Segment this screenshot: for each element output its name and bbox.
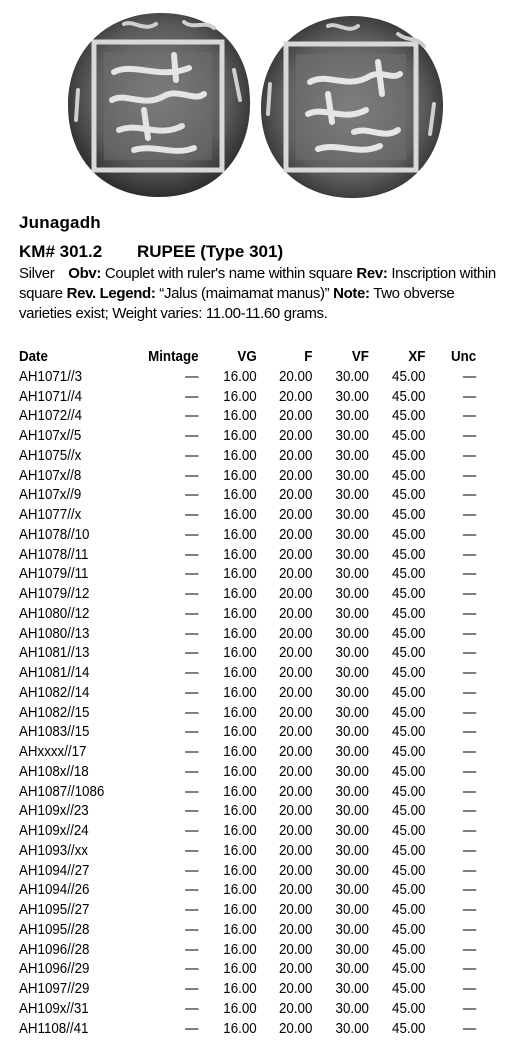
header-date: Date	[19, 348, 48, 365]
unc-cell: —	[462, 388, 477, 405]
unc-cell: —	[462, 1020, 477, 1037]
xf-cell: 45.00	[392, 408, 426, 425]
f-cell: 20.00	[279, 487, 313, 504]
legend-label: Rev. Legend:	[66, 285, 156, 302]
table-row	[19, 1019, 476, 1039]
f-cell: 20.00	[279, 408, 313, 425]
table-row	[19, 762, 476, 782]
date-cell: AH1082//14	[19, 684, 90, 701]
vg-cell: 16.00	[223, 645, 257, 662]
mintage-cell: —	[185, 961, 199, 978]
vg-cell: 16.00	[223, 803, 257, 820]
header-mintage: Mintage	[148, 348, 199, 365]
table-row	[19, 466, 476, 486]
vg-cell: 16.00	[223, 724, 257, 741]
xf-cell: 45.00	[392, 1020, 426, 1037]
unc-cell: —	[462, 467, 477, 484]
date-cell: AH107x//9	[19, 487, 82, 504]
date-cell: AH1080//12	[19, 605, 90, 622]
mintage-cell: —	[185, 763, 199, 780]
unc-cell: —	[462, 763, 477, 780]
vf-cell: 30.00	[335, 605, 369, 622]
date-cell: AH1071//3	[19, 368, 83, 385]
mintage-cell: —	[185, 526, 199, 543]
header-vg: VG	[237, 348, 257, 365]
reverse-label: Rev:	[356, 265, 388, 282]
vg-cell: 16.00	[223, 783, 257, 800]
vg-cell: 16.00	[223, 1000, 257, 1017]
mintage-cell: —	[185, 921, 199, 938]
mintage-cell: —	[185, 625, 199, 642]
f-cell: 20.00	[279, 467, 313, 484]
date-cell: AH1082//15	[19, 704, 90, 721]
vg-cell: 16.00	[223, 566, 257, 583]
f-cell: 20.00	[279, 783, 313, 800]
f-cell: 20.00	[279, 546, 313, 563]
xf-cell: 45.00	[392, 368, 426, 385]
table-row	[19, 821, 476, 841]
date-cell: AH1081//13	[19, 645, 90, 662]
table-row	[19, 367, 476, 387]
vg-cell: 16.00	[223, 368, 257, 385]
vf-cell: 30.00	[335, 763, 369, 780]
catalog-heading	[19, 242, 283, 262]
vf-cell: 30.00	[335, 1020, 369, 1037]
vg-cell: 16.00	[223, 388, 257, 405]
vg-cell: 16.00	[223, 625, 257, 642]
unc-cell: —	[462, 882, 477, 899]
mintage-cell: —	[185, 507, 199, 524]
coin-description	[19, 264, 501, 324]
mintage-cell: —	[185, 684, 199, 701]
legend-text: “Jalus (maimamat manus)”	[159, 285, 330, 302]
reverse-coin-image	[258, 14, 446, 200]
xf-cell: 45.00	[392, 546, 426, 563]
vf-cell: 30.00	[335, 783, 369, 800]
f-cell: 20.00	[279, 368, 313, 385]
mintage-cell: —	[185, 368, 199, 385]
mintage-cell: —	[185, 605, 199, 622]
vf-cell: 30.00	[335, 862, 369, 879]
f-cell: 20.00	[279, 902, 313, 919]
vf-cell: 30.00	[335, 684, 369, 701]
xf-cell: 45.00	[392, 882, 426, 899]
unc-cell: —	[462, 862, 477, 879]
vg-cell: 16.00	[223, 882, 257, 899]
vg-cell: 16.00	[223, 862, 257, 879]
vg-cell: 16.00	[223, 605, 257, 622]
date-cell: AH1081//14	[19, 665, 90, 682]
table-row	[19, 446, 476, 466]
xf-cell: 45.00	[392, 428, 426, 445]
mintage-cell: —	[185, 842, 199, 859]
vf-cell: 30.00	[335, 921, 369, 938]
unc-cell: —	[462, 408, 477, 425]
table-row	[19, 999, 476, 1019]
f-cell: 20.00	[279, 665, 313, 682]
f-cell: 20.00	[279, 625, 313, 642]
mintage-cell: —	[185, 1020, 199, 1037]
f-cell: 20.00	[279, 645, 313, 662]
unc-cell: —	[462, 961, 477, 978]
unc-cell: —	[462, 941, 477, 958]
xf-cell: 45.00	[392, 625, 426, 642]
xf-cell: 45.00	[392, 981, 426, 998]
mintage-cell: —	[185, 862, 199, 879]
ruler-heading: Junagadh	[19, 213, 101, 232]
xf-cell: 45.00	[392, 724, 426, 741]
date-cell: AH109x//24	[19, 823, 89, 840]
xf-cell: 45.00	[392, 823, 426, 840]
unc-cell: —	[462, 368, 477, 385]
xf-cell: 45.00	[392, 526, 426, 543]
mintage-cell: —	[185, 447, 199, 464]
xf-cell: 45.00	[392, 586, 426, 603]
mintage-cell: —	[185, 882, 199, 899]
unc-cell: —	[462, 447, 477, 464]
unc-cell: —	[462, 625, 477, 642]
vf-cell: 30.00	[335, 744, 369, 761]
vg-cell: 16.00	[223, 842, 257, 859]
f-cell: 20.00	[279, 961, 313, 978]
table-header-row	[19, 346, 476, 367]
date-cell: AH1108//41	[19, 1020, 89, 1037]
table-row	[19, 861, 476, 881]
date-cell: AH1095//28	[19, 921, 90, 938]
date-cell: AH1094//27	[19, 862, 90, 879]
mintage-cell: —	[185, 941, 199, 958]
table-row	[19, 604, 476, 624]
table-row	[19, 841, 476, 861]
table-row	[19, 624, 476, 644]
price-table	[19, 346, 476, 1039]
unc-cell: —	[462, 645, 477, 662]
xf-cell: 45.00	[392, 862, 426, 879]
date-cell: AH107x//5	[19, 428, 82, 445]
vg-cell: 16.00	[223, 763, 257, 780]
table-row	[19, 782, 476, 802]
table-row	[19, 407, 476, 427]
xf-cell: 45.00	[392, 388, 426, 405]
f-cell: 20.00	[279, 447, 313, 464]
vf-cell: 30.00	[335, 566, 369, 583]
mintage-cell: —	[185, 428, 199, 445]
vg-cell: 16.00	[223, 586, 257, 603]
f-cell: 20.00	[279, 941, 313, 958]
header-unc: Unc	[451, 348, 477, 365]
coin-images	[0, 0, 516, 200]
vf-cell: 30.00	[335, 902, 369, 919]
mintage-cell: —	[185, 744, 199, 761]
date-cell: AH1094//26	[19, 882, 90, 899]
xf-cell: 45.00	[392, 1000, 426, 1017]
table-row	[19, 387, 476, 407]
table-row	[19, 584, 476, 604]
mintage-cell: —	[185, 546, 199, 563]
vf-cell: 30.00	[335, 1000, 369, 1017]
f-cell: 20.00	[279, 605, 313, 622]
unc-cell: —	[462, 684, 477, 701]
unc-cell: —	[462, 665, 477, 682]
vg-cell: 16.00	[223, 665, 257, 682]
vg-cell: 16.00	[223, 507, 257, 524]
mintage-cell: —	[185, 467, 199, 484]
vf-cell: 30.00	[335, 368, 369, 385]
date-cell: AH1077//x	[19, 507, 82, 524]
vf-cell: 30.00	[335, 823, 369, 840]
table-row	[19, 920, 476, 940]
mintage-cell: —	[185, 704, 199, 721]
xf-cell: 45.00	[392, 783, 426, 800]
f-cell: 20.00	[279, 684, 313, 701]
xf-cell: 45.00	[392, 447, 426, 464]
vg-cell: 16.00	[223, 981, 257, 998]
date-cell: AH1071//4	[19, 388, 83, 405]
date-cell: AHxxxx//17	[19, 744, 87, 761]
vf-cell: 30.00	[335, 388, 369, 405]
vf-cell: 30.00	[335, 882, 369, 899]
vf-cell: 30.00	[335, 941, 369, 958]
header-xf: XF	[408, 348, 426, 365]
vg-cell: 16.00	[223, 467, 257, 484]
unc-cell: —	[462, 783, 477, 800]
f-cell: 20.00	[279, 566, 313, 583]
f-cell: 20.00	[279, 1020, 313, 1037]
vg-cell: 16.00	[223, 546, 257, 563]
date-cell: AH1079//12	[19, 586, 90, 603]
table-row	[19, 545, 476, 565]
mintage-cell: —	[185, 902, 199, 919]
f-cell: 20.00	[279, 803, 313, 820]
vf-cell: 30.00	[335, 487, 369, 504]
vg-cell: 16.00	[223, 941, 257, 958]
coin-type-title: RUPEE (Type 301)	[137, 242, 284, 261]
vf-cell: 30.00	[335, 447, 369, 464]
vg-cell: 16.00	[223, 684, 257, 701]
vg-cell: 16.00	[223, 744, 257, 761]
vg-cell: 16.00	[223, 704, 257, 721]
f-cell: 20.00	[279, 882, 313, 899]
mintage-cell: —	[185, 823, 199, 840]
f-cell: 20.00	[279, 704, 313, 721]
date-cell: AH1072//4	[19, 408, 83, 425]
vf-cell: 30.00	[335, 546, 369, 563]
table-row	[19, 900, 476, 920]
reverse-text: Inscription within square	[19, 265, 496, 302]
table-row	[19, 881, 476, 901]
vg-cell: 16.00	[223, 961, 257, 978]
vf-cell: 30.00	[335, 625, 369, 642]
vf-cell: 30.00	[335, 586, 369, 603]
vf-cell: 30.00	[335, 665, 369, 682]
date-cell: AH1080//13	[19, 625, 90, 642]
vg-cell: 16.00	[223, 823, 257, 840]
xf-cell: 45.00	[392, 487, 426, 504]
table-row	[19, 723, 476, 743]
table-row	[19, 644, 476, 664]
date-cell: AH109x//23	[19, 803, 89, 820]
vg-cell: 16.00	[223, 902, 257, 919]
unc-cell: —	[462, 546, 477, 563]
unc-cell: —	[462, 981, 477, 998]
mintage-cell: —	[185, 408, 199, 425]
unc-cell: —	[462, 921, 477, 938]
metal: Silver	[19, 265, 55, 282]
vg-cell: 16.00	[223, 408, 257, 425]
vg-cell: 16.00	[223, 447, 257, 464]
vg-cell: 16.00	[223, 921, 257, 938]
unc-cell: —	[462, 526, 477, 543]
date-cell: AH1083//15	[19, 724, 90, 741]
mintage-cell: —	[185, 1000, 199, 1017]
xf-cell: 45.00	[392, 605, 426, 622]
vf-cell: 30.00	[335, 507, 369, 524]
date-cell: AH1096//29	[19, 961, 90, 978]
table-row	[19, 663, 476, 683]
mintage-cell: —	[185, 665, 199, 682]
f-cell: 20.00	[279, 388, 313, 405]
date-cell: AH1087//1086	[19, 783, 105, 800]
unc-cell: —	[462, 586, 477, 603]
mintage-cell: —	[185, 645, 199, 662]
f-cell: 20.00	[279, 823, 313, 840]
f-cell: 20.00	[279, 428, 313, 445]
vf-cell: 30.00	[335, 645, 369, 662]
unc-cell: —	[462, 803, 477, 820]
unc-cell: —	[462, 724, 477, 741]
f-cell: 20.00	[279, 1000, 313, 1017]
unc-cell: —	[462, 842, 477, 859]
table-row	[19, 742, 476, 762]
unc-cell: —	[462, 704, 477, 721]
f-cell: 20.00	[279, 526, 313, 543]
xf-cell: 45.00	[392, 763, 426, 780]
f-cell: 20.00	[279, 744, 313, 761]
xf-cell: 45.00	[392, 645, 426, 662]
f-cell: 20.00	[279, 724, 313, 741]
vf-cell: 30.00	[335, 704, 369, 721]
date-cell: AH1078//10	[19, 526, 90, 543]
f-cell: 20.00	[279, 507, 313, 524]
xf-cell: 45.00	[392, 684, 426, 701]
table-row	[19, 505, 476, 525]
date-cell: AH1075//x	[19, 447, 82, 464]
table-row	[19, 683, 476, 703]
table-row	[19, 426, 476, 446]
vg-cell: 16.00	[223, 1020, 257, 1037]
mintage-cell: —	[185, 586, 199, 603]
vf-cell: 30.00	[335, 803, 369, 820]
obverse-text: Couplet with ruler's name within square	[104, 265, 353, 282]
xf-cell: 45.00	[392, 803, 426, 820]
header-f: F	[304, 348, 313, 365]
price-rows	[19, 367, 476, 1039]
unc-cell: —	[462, 605, 477, 622]
mintage-cell: —	[185, 724, 199, 741]
catalog-number: KM# 301.2	[19, 242, 103, 261]
xf-cell: 45.00	[392, 902, 426, 919]
unc-cell: —	[462, 823, 477, 840]
table-row	[19, 565, 476, 585]
xf-cell: 45.00	[392, 961, 426, 978]
obverse-label: Obv:	[68, 265, 102, 282]
mintage-cell: —	[185, 487, 199, 504]
f-cell: 20.00	[279, 862, 313, 879]
date-cell: AH1095//27	[19, 902, 90, 919]
vf-cell: 30.00	[335, 408, 369, 425]
date-cell: AH107x//8	[19, 467, 82, 484]
unc-cell: —	[462, 487, 477, 504]
xf-cell: 45.00	[392, 842, 426, 859]
xf-cell: 45.00	[392, 704, 426, 721]
vf-cell: 30.00	[335, 961, 369, 978]
unc-cell: —	[462, 428, 477, 445]
vf-cell: 30.00	[335, 526, 369, 543]
xf-cell: 45.00	[392, 507, 426, 524]
vg-cell: 16.00	[223, 526, 257, 543]
vf-cell: 30.00	[335, 842, 369, 859]
table-row	[19, 940, 476, 960]
unc-cell: —	[462, 507, 477, 524]
f-cell: 20.00	[279, 921, 313, 938]
xf-cell: 45.00	[392, 941, 426, 958]
table-row	[19, 960, 476, 980]
xf-cell: 45.00	[392, 665, 426, 682]
table-row	[19, 525, 476, 545]
table-row	[19, 486, 476, 506]
xf-cell: 45.00	[392, 566, 426, 583]
unc-cell: —	[462, 566, 477, 583]
mintage-cell: —	[185, 566, 199, 583]
f-cell: 20.00	[279, 842, 313, 859]
unc-cell: —	[462, 744, 477, 761]
header-vf: VF	[351, 348, 369, 365]
table-row	[19, 979, 476, 999]
table-row	[19, 802, 476, 822]
mintage-cell: —	[185, 981, 199, 998]
date-cell: AH109x//31	[19, 1000, 89, 1017]
vf-cell: 30.00	[335, 428, 369, 445]
date-cell: AH1097//29	[19, 981, 90, 998]
vf-cell: 30.00	[335, 724, 369, 741]
xf-cell: 45.00	[392, 744, 426, 761]
vf-cell: 30.00	[335, 981, 369, 998]
mintage-cell: —	[185, 803, 199, 820]
note-text: Two obverse varieties exist; Weight varies: 11.00-11.60 grams.	[19, 285, 455, 322]
date-cell: AH108x//18	[19, 763, 89, 780]
date-cell: AH1078//11	[19, 546, 89, 563]
vf-cell: 30.00	[335, 467, 369, 484]
xf-cell: 45.00	[392, 921, 426, 938]
xf-cell: 45.00	[392, 467, 426, 484]
unc-cell: —	[462, 902, 477, 919]
table-row	[19, 703, 476, 723]
f-cell: 20.00	[279, 981, 313, 998]
vg-cell: 16.00	[223, 487, 257, 504]
date-cell: AH1079//11	[19, 566, 89, 583]
note-label: Note:	[333, 285, 370, 302]
date-cell: AH1093//xx	[19, 842, 88, 859]
obverse-coin-image	[64, 10, 254, 200]
mintage-cell: —	[185, 388, 199, 405]
f-cell: 20.00	[279, 586, 313, 603]
date-cell: AH1096//28	[19, 941, 90, 958]
f-cell: 20.00	[279, 763, 313, 780]
mintage-cell: —	[185, 783, 199, 800]
unc-cell: —	[462, 1000, 477, 1017]
vg-cell: 16.00	[223, 428, 257, 445]
